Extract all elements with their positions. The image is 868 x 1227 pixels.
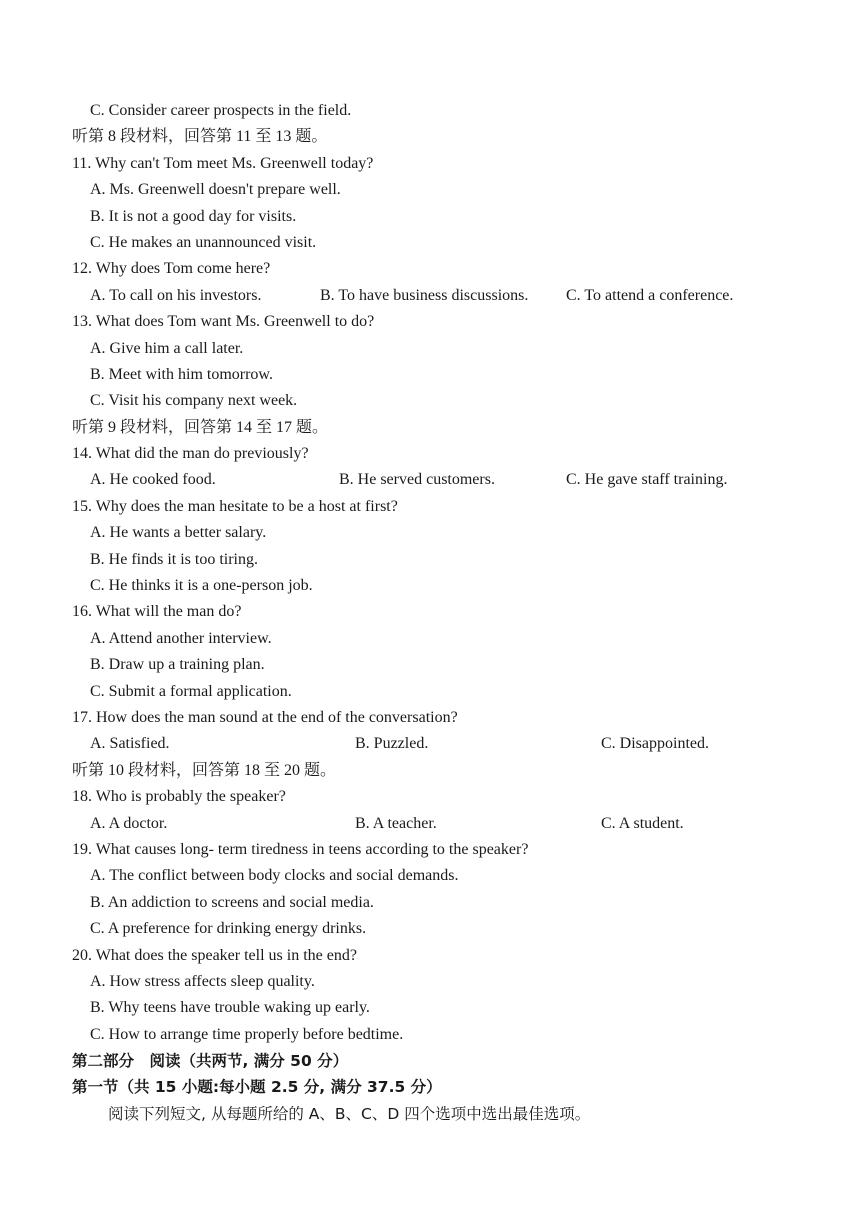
question-15: 15. Why does the man hesitate to be a host at first? — [72, 497, 398, 515]
option-15b: B. He finds it is too tiring. — [90, 550, 258, 568]
section-9-header: 听第 9 段材料，回答第 14 至 17 题。 — [72, 418, 329, 436]
option-17c: C. Disappointed. — [601, 735, 709, 753]
question-14: 14. What did the man do previously? — [72, 445, 309, 463]
part-2-heading: 第二部分 阅读（共两节, 满分 50 分） — [72, 1052, 349, 1071]
option-12c: C. To attend a conference. — [566, 286, 734, 304]
options-17-row — [0, 731, 868, 757]
option-17a: A. Satisfied. — [90, 735, 170, 753]
options-12-row — [0, 283, 868, 309]
options-14-row — [0, 467, 868, 493]
option-11a: A. Ms. Greenwell doesn't prepare well. — [90, 181, 341, 199]
option-18a: A. A doctor. — [90, 814, 168, 832]
section-8-header: 听第 8 段材料，回答第 11 至 13 题。 — [72, 128, 328, 146]
question-12: 12. Why does Tom come here? — [72, 260, 271, 278]
option-10c: C. Consider career prospects in the field. — [90, 102, 352, 119]
option-17b: B. Puzzled. — [355, 735, 429, 753]
option-16c: C. Submit a formal application. — [90, 682, 292, 700]
option-20a: A. How stress affects sleep quality. — [90, 972, 315, 990]
options-18-row — [0, 811, 868, 837]
option-12b: B. To have business discussions. — [320, 286, 529, 304]
option-15a: A. He wants a better salary. — [90, 524, 267, 542]
option-20b: B. Why teens have trouble waking up early. — [90, 999, 370, 1017]
option-16a: A. Attend another interview. — [90, 629, 272, 647]
question-18: 18. Who is probably the speaker? — [72, 788, 286, 806]
option-19c: C. A preference for drinking energy drinks. — [90, 920, 367, 938]
question-20: 20. What does the speaker tell us in the end? — [72, 946, 357, 964]
option-13a: A. Give him a call later. — [90, 339, 244, 357]
question-13: 13. What does Tom want Ms. Greenwell to do? — [72, 313, 375, 331]
option-12a: A. To call on his investors. — [90, 286, 262, 304]
option-14b: B. He served customers. — [339, 471, 495, 489]
option-11c: C. He makes an unannounced visit. — [90, 233, 317, 251]
option-11b: B. It is not a good day for visits. — [90, 207, 297, 225]
option-14a: A. He cooked food. — [90, 471, 216, 489]
question-16: 16. What will the man do? — [72, 603, 242, 621]
reading-instruction: 阅读下列短文, 从每题所给的 A、B、C、D 四个选项中选出最佳选项。 — [108, 1104, 591, 1123]
question-19: 19. What causes long- term tiredness in teens according to the speaker? — [72, 840, 529, 858]
question-17: 17. How does the man sound at the end of the conversation? — [72, 708, 458, 726]
option-19a: A. The conflict between body clocks and social demands. — [90, 867, 459, 885]
part-2-section-1-heading: 第一节（共 15 小题:每小题 2.5 分, 满分 37.5 分） — [72, 1078, 442, 1097]
option-20c: C. How to arrange time properly before bedtime. — [90, 1025, 404, 1043]
option-18c: C. A student. — [601, 814, 684, 832]
option-18b: B. A teacher. — [355, 814, 437, 832]
option-19b: B. An addiction to screens and social media. — [90, 893, 374, 911]
section-10-header: 听第 10 段材料，回答第 18 至 20 题。 — [72, 761, 337, 779]
option-16b: B. Draw up a training plan. — [90, 656, 265, 674]
option-15c: C. He thinks it is a one-person job. — [90, 577, 313, 595]
option-13b: B. Meet with him tomorrow. — [90, 365, 273, 383]
option-13c: C. Visit his company next week. — [90, 392, 298, 410]
question-11: 11. Why can't Tom meet Ms. Greenwell today? — [72, 154, 374, 172]
option-14c: C. He gave staff training. — [566, 471, 728, 489]
